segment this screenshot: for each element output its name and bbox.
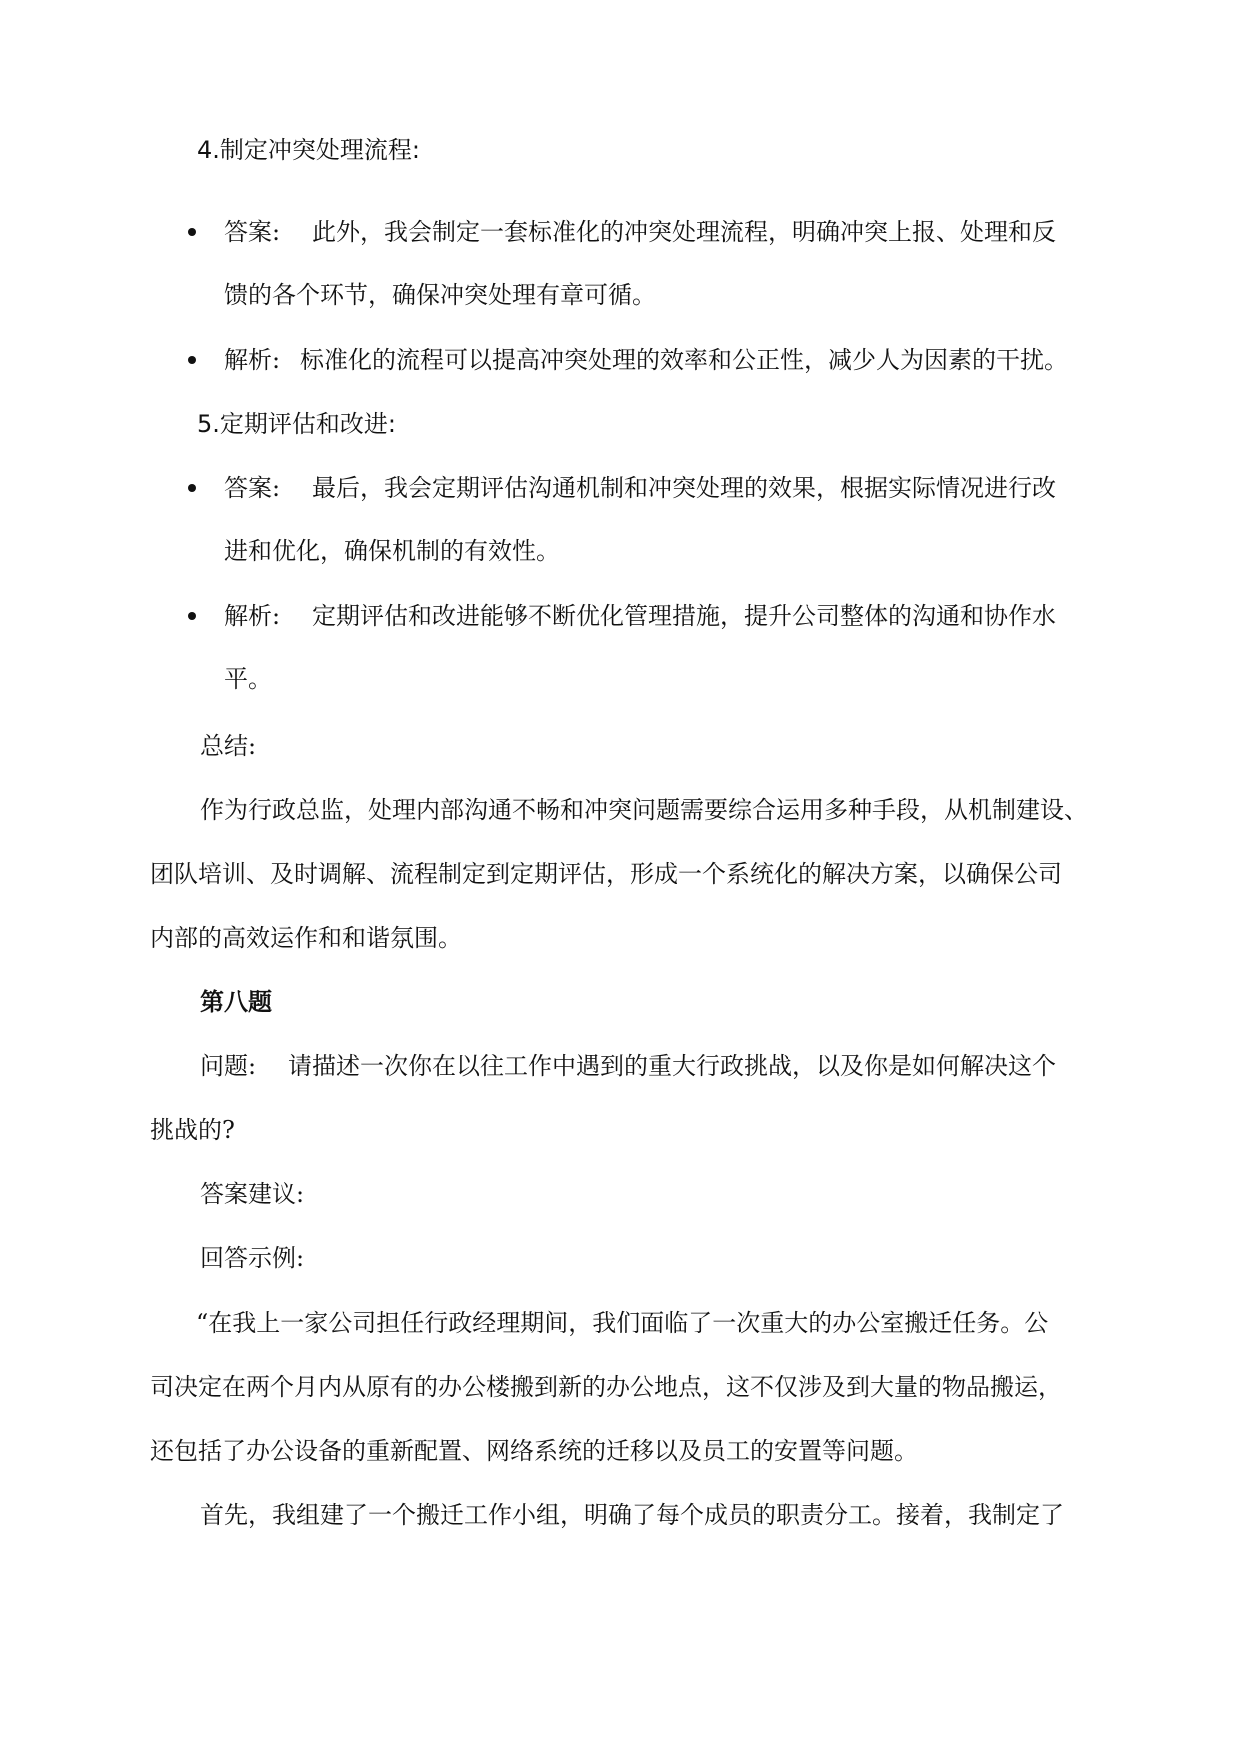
summary-heading: 总结: [200, 732, 257, 760]
bullet-icon [188, 484, 196, 492]
section-4-analysis-text: 标准化的流程可以提高冲突处理的效率和公正性，减少人为因素的干扰。 [300, 346, 1068, 374]
section-4-analysis-label: 解析: [224, 346, 281, 374]
bullet-icon [188, 228, 196, 236]
question-text-cont: 挑战的? [150, 1116, 235, 1144]
example-paragraph-line: 首先，我组建了一个搬迁工作小组，明确了每个成员的职责分工。接着，我制定了 [200, 1501, 1064, 1529]
section-5-analysis-text: 定期评估和改进能够不断优化管理措施，提升公司整体的沟通和协作水 [312, 602, 1056, 630]
section-4-answer-text-cont: 馈的各个环节，确保冲突处理有章可循。 [224, 281, 656, 309]
example-paragraph-line: 还包括了办公设备的重新配置、网络系统的迁移以及员工的安置等问题。 [150, 1437, 918, 1465]
section-5-analysis-label: 解析: [224, 602, 281, 630]
example-paragraph-line: “在我上一家公司担任行政经理期间，我们面临了一次重大的办公室搬迁任务。公 [196, 1309, 1049, 1337]
section-5-answer-text-cont: 进和优化，确保机制的有效性。 [224, 537, 560, 565]
example-paragraph-line: 司决定在两个月内从原有的办公楼搬到新的办公地点，这不仅涉及到大量的物品搬运， [150, 1373, 1062, 1401]
section-5-heading: 5.定期评估和改进: [197, 410, 396, 438]
bullet-icon [188, 612, 196, 620]
section-4-heading: 4.制定冲突处理流程: [197, 136, 420, 164]
answer-example-heading: 回答示例: [200, 1244, 305, 1272]
section-5-answer-label: 答案: [224, 474, 281, 502]
section-5-analysis-text-cont: 平。 [224, 665, 272, 693]
answer-suggestion-heading: 答案建议: [200, 1180, 305, 1208]
summary-paragraph-line: 内部的高效运作和和谐氛围。 [150, 924, 462, 952]
section-4-answer-label: 答案: [224, 218, 281, 246]
bullet-icon [188, 356, 196, 364]
summary-paragraph-line: 作为行政总监，处理内部沟通不畅和冲突问题需要综合运用多种手段，从机制建设、 [200, 796, 1088, 824]
section-5-answer-text: 最后，我会定期评估沟通机制和冲突处理的效果，根据实际情况进行改 [312, 474, 1056, 502]
question-text: 请描述一次你在以往工作中遇到的重大行政挑战，以及你是如何解决这个 [288, 1052, 1056, 1080]
section-4-answer-text: 此外，我会制定一套标准化的冲突处理流程，明确冲突上报、处理和反 [312, 218, 1056, 246]
summary-paragraph-line: 团队培训、及时调解、流程制定到定期评估，形成一个系统化的解决方案，以确保公司 [150, 860, 1062, 888]
question-8-title: 第八题 [200, 987, 272, 1016]
question-label: 问题: [200, 1052, 257, 1080]
